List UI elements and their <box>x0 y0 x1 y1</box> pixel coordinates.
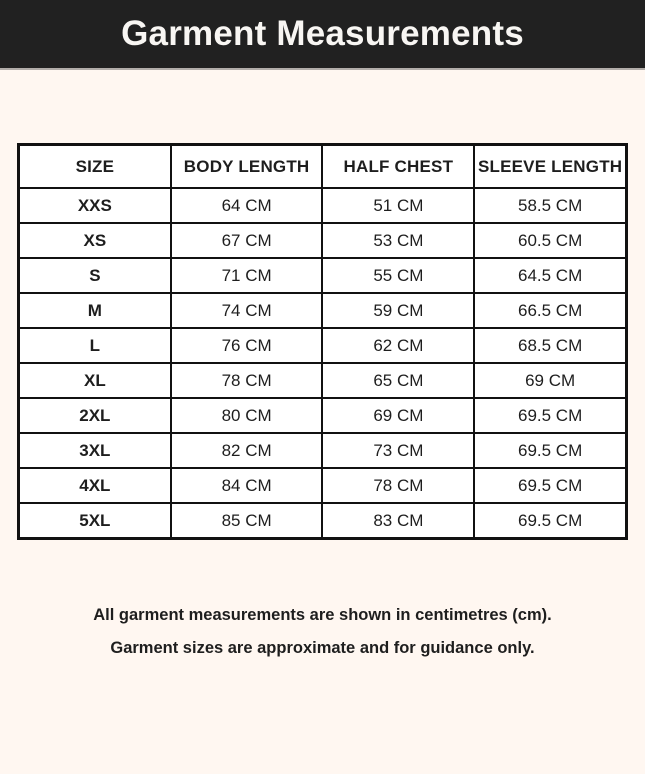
measurement-cell: 62 CM <box>322 328 474 363</box>
column-header-half-chest: HALF CHEST <box>322 145 474 189</box>
size-cell: XS <box>19 223 171 258</box>
garment-measurements-table <box>17 143 628 540</box>
size-cell: XXS <box>19 188 171 223</box>
table-head <box>19 145 627 189</box>
measurement-cell: 53 CM <box>322 223 474 258</box>
measurement-cell: 84 CM <box>171 468 323 503</box>
size-cell: 2XL <box>19 398 171 433</box>
table-row <box>19 468 627 503</box>
size-cell: XL <box>19 363 171 398</box>
measurement-cell: 58.5 CM <box>474 188 626 223</box>
footer-note-guidance: Garment sizes are approximate and for guidance only. <box>110 639 535 657</box>
measurement-cell: 64.5 CM <box>474 258 626 293</box>
measurement-cell: 69.5 CM <box>474 503 626 539</box>
measurement-cell: 64 CM <box>171 188 323 223</box>
measurement-cell: 69.5 CM <box>474 398 626 433</box>
table-row <box>19 293 627 328</box>
measurement-cell: 66.5 CM <box>474 293 626 328</box>
table-row <box>19 328 627 363</box>
table-row <box>19 258 627 293</box>
footer-notes <box>0 606 645 658</box>
table-row <box>19 433 627 468</box>
size-cell: S <box>19 258 171 293</box>
size-cell: L <box>19 328 171 363</box>
page-title: Garment Measurements <box>121 14 524 53</box>
measurement-cell: 69.5 CM <box>474 468 626 503</box>
title-bar <box>0 0 645 68</box>
measurement-cell: 85 CM <box>171 503 323 539</box>
measurement-cell: 59 CM <box>322 293 474 328</box>
size-cell: 3XL <box>19 433 171 468</box>
measurement-cell: 73 CM <box>322 433 474 468</box>
measurement-cell: 55 CM <box>322 258 474 293</box>
measurement-cell: 71 CM <box>171 258 323 293</box>
measurement-cell: 74 CM <box>171 293 323 328</box>
measurement-cell: 69 CM <box>474 363 626 398</box>
table-row <box>19 223 627 258</box>
measurement-cell: 78 CM <box>171 363 323 398</box>
measurement-cell: 76 CM <box>171 328 323 363</box>
column-header-body-length: BODY LENGTH <box>171 145 323 189</box>
column-header-size: SIZE <box>19 145 171 189</box>
measurement-cell: 82 CM <box>171 433 323 468</box>
size-cell: 5XL <box>19 503 171 539</box>
measurement-cell: 83 CM <box>322 503 474 539</box>
table-body <box>19 188 627 539</box>
measurement-cell: 78 CM <box>322 468 474 503</box>
table-header-row <box>19 145 627 189</box>
size-cell: M <box>19 293 171 328</box>
column-header-sleeve-length: SLEEVE LENGTH <box>474 145 626 189</box>
table-row <box>19 398 627 433</box>
measurement-cell: 69.5 CM <box>474 433 626 468</box>
measurement-cell: 65 CM <box>322 363 474 398</box>
table-row <box>19 363 627 398</box>
measurement-cell: 60.5 CM <box>474 223 626 258</box>
measurement-cell: 80 CM <box>171 398 323 433</box>
measurement-cell: 69 CM <box>322 398 474 433</box>
footer-note-units: All garment measurements are shown in centimetres (cm). <box>93 606 552 624</box>
table-row <box>19 188 627 223</box>
size-cell: 4XL <box>19 468 171 503</box>
table-row <box>19 503 627 539</box>
measurement-cell: 68.5 CM <box>474 328 626 363</box>
measurement-cell: 51 CM <box>322 188 474 223</box>
measurement-cell: 67 CM <box>171 223 323 258</box>
